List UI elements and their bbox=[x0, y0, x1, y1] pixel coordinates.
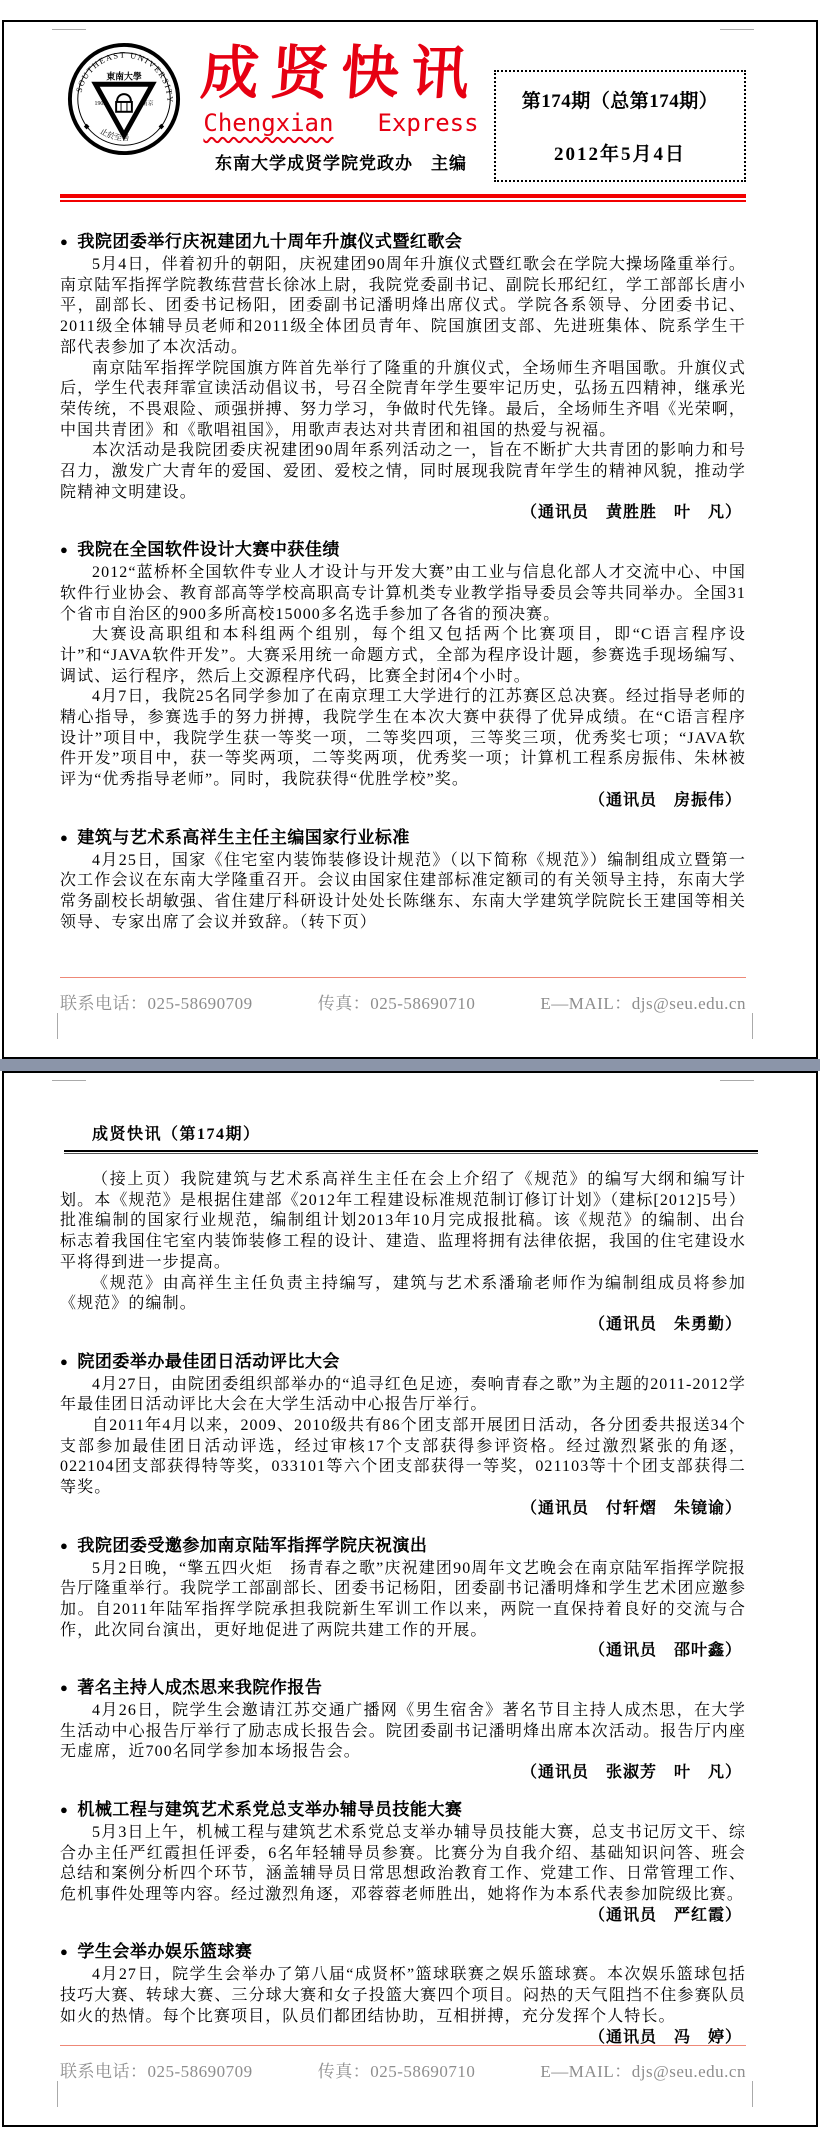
headline-text: 学生会举办娱乐篮球赛 bbox=[77, 1942, 253, 1962]
margin-mark bbox=[752, 2081, 753, 2107]
article-headline bbox=[60, 1347, 746, 1372]
page-separator bbox=[0, 1059, 820, 1071]
issue-box bbox=[494, 70, 746, 182]
english-word-1: Chengxian bbox=[203, 109, 334, 138]
article-headline bbox=[60, 1937, 746, 1962]
article-paragraph: 2012“蓝桥杯全国软件专业人才设计与开发大赛”由工业与信息化部人才交流中心、中国软件行业协会、教育部高等学校高职高专计算机类专业教学指导委员会等共同举办。全国31个省市自治区的900多所高校15000多名选手参加了各省的预决赛。 bbox=[60, 564, 746, 623]
footer-phone: 联系电话：025-58690709 bbox=[60, 2062, 253, 2081]
article bbox=[60, 1795, 746, 1927]
article-headline bbox=[60, 227, 746, 252]
newsletter-title: 成贤快讯 bbox=[198, 41, 484, 106]
article bbox=[60, 227, 746, 524]
headline-text: 机械工程与建筑艺术系党总支举办辅导员技能大赛 bbox=[77, 1799, 463, 1819]
article-paragraph: 4月27日，院学生会举办了第八届“成贤杯”篮球联赛之娱乐篮球赛。本次娱乐篮球包括技巧大赛、转球大赛、三分球大赛和女子投篮大赛四个项目。闷热的天气阻挡不住参赛队员如火的热情。每个比赛项目，队员们都团结协助，互相拼搏，充分发挥个人特长。 bbox=[60, 1966, 746, 2025]
article-paragraph: （接上页）我院建筑与艺术系高祥生主任在会上介绍了《规范》的编写大纲和编写计划。本《规范》是根据住建部《2012年工程建设标准规范制订修订计划》（建标[2012]5号）批准编制的国家行业规范，编制组计划2013年10月完成报批稿。该《规范》的编制、出台标志着我国住宅室内装饰装修工程的设计、建造、监理将拥有法律依据，我国的住宅建设水平将得到进一步提高。 bbox=[60, 1171, 746, 1271]
bullet-icon: ● bbox=[60, 542, 69, 558]
article-paragraph: 南京陆军指挥学院国旗方阵首先举行了隆重的升旗仪式，全场师生齐唱国歌。升旗仪式后，学生代表拜霏宣读活动倡议书，号召全院青年学生要牢记历史，弘扬五四精神，继承光荣传统，不畏艰险、顽强拼搏、努力学习，争做时代先锋。最后，全场师生齐唱《光荣啊，中国共青团》和《歌唱祖国》，用歌声表达对共青团和祖国的热爱与祝福。 bbox=[60, 359, 746, 439]
article-headline bbox=[60, 1673, 746, 1698]
margin-mark bbox=[752, 1013, 753, 1039]
article bbox=[60, 1673, 746, 1784]
masthead-divider bbox=[60, 194, 746, 202]
byline: （通讯员 严红霞） bbox=[588, 1906, 742, 1924]
article-paragraph: 4月7日，我院25名同学参加了在南京理工大学进行的江苏赛区总决赛。经过指导老师的精心指导，参赛选手的努力拼搏，我院学生在本次大赛中获得了优异成绩。在“C语言程序设计”项目中，我院学生获一等奖一项，二等奖四项，三等奖三项，优秀奖七项；“JAVA软件开发”项目中，获一等奖两项，二等奖两项，优秀奖一项；计算机工程系房振伟、朱林被评为“优秀指导老师”。同时，我院获得“优胜学校”奖。 bbox=[60, 688, 746, 789]
article bbox=[60, 535, 746, 811]
byline: （通讯员 付轩熠 朱镜谕） bbox=[520, 1499, 742, 1517]
page-footer bbox=[60, 2045, 746, 2082]
footer-fax: 传真：025-58690710 bbox=[317, 994, 476, 1013]
headline-text: 建筑与艺术系高祥生主任主编国家行业标准 bbox=[77, 827, 410, 847]
page-2 bbox=[2, 1071, 818, 2127]
masthead bbox=[4, 22, 816, 182]
page-footer bbox=[60, 977, 746, 1014]
headline-text: 我院团委受邀参加南京陆军指挥学院庆祝演出 bbox=[77, 1535, 428, 1555]
masthead-center bbox=[188, 40, 494, 174]
page-2-content bbox=[4, 1154, 816, 2048]
margin-mark bbox=[57, 1013, 58, 1039]
seu-logo-icon bbox=[60, 40, 188, 158]
svg-text:止於至善: 止於至善 bbox=[98, 126, 130, 143]
article bbox=[60, 1531, 746, 1663]
running-header: 成贤快讯（第174期） bbox=[92, 1126, 261, 1143]
issue-date: 2012年5月4日 bbox=[553, 144, 686, 165]
article-paragraph: 5月2日晚，“擎五四火炬 扬青春之歌”庆祝建团90周年文艺晚会在南京陆军指挥学院报告厅隆重举行。我院学工部副部长、团委书记杨阳，团委副书记潘明烽和学生艺术团应邀参加。自2011年陆军指挥学院承担我院新生军训工作以来，两院一直保持着良好的交流与合作，此次同台演出，更好地促进了两院共建工作的开展。 bbox=[60, 1559, 746, 1639]
article-headline bbox=[60, 823, 746, 848]
margin-mark bbox=[720, 1080, 754, 1081]
footer-email: E—MAIL：djs@seu.edu.cn bbox=[540, 994, 746, 1013]
margin-mark bbox=[57, 2081, 58, 2107]
headline-text: 著名主持人成杰思来我院作报告 bbox=[77, 1678, 323, 1698]
newsletter-title-english bbox=[188, 109, 494, 137]
article-headline bbox=[60, 535, 746, 560]
footer-contact bbox=[60, 989, 746, 1014]
byline: （通讯员 朱勇勤） bbox=[588, 1315, 742, 1333]
headline-text: 我院在全国软件设计大赛中获佳绩 bbox=[77, 540, 340, 560]
footer-contact bbox=[60, 2057, 746, 2082]
article-paragraph: 大赛设高职组和本科组两个组别，每个组又包括两个比赛项目，即“C语言程序设计”和“JAVA软件开发”。大赛采用统一命题方式，全部为程序设计题，参赛选手现场编写、调试、运行程序，然后上交源程序代码，比赛全封闭4个小时。 bbox=[60, 626, 746, 685]
bullet-icon: ● bbox=[60, 234, 69, 249]
article bbox=[60, 1347, 746, 1520]
page-1 bbox=[2, 20, 818, 1059]
article-paragraph: 4月25日，国家《住宅室内装饰装修设计规范》（以下简称《规范》）编制组成立暨第一次工作会议在东南大学隆重召开。会议由国家住建部标准定额司的有关领导主持，东南大学常务副校长胡敏强、省住建厅科研设计处处长陈继东、东南大学建筑学院院长王建国等相关领导、专家出席了会议并致辞。（转下页） bbox=[60, 851, 746, 931]
footer-email: E—MAIL：djs@seu.edu.cn bbox=[540, 2062, 746, 2081]
page-1-content bbox=[4, 202, 816, 933]
editor-line: 东南大学成贤学院党政办 主编 bbox=[215, 154, 467, 174]
footer-divider bbox=[60, 2045, 746, 2046]
article-headline bbox=[60, 1531, 746, 1556]
article-paragraph: 4月27日，由院团委组织部举办的“追寻红色足迹，奏响青春之歌”为主题的2011-2012学年最佳团日活动评比大会在大学生活动中心报告厅举行。 bbox=[60, 1375, 746, 1414]
margin-mark bbox=[52, 1080, 86, 1081]
article-paragraph: 自2011年4月以来，2009、2010级共有86个团支部开展团日活动，各分团委共报送34个支部参加最佳团日活动评选，经过审核17个支部获得参评资格。经过激烈紧张的角逐，022104团支部获得特等奖，033101等六个团支部获得一等奖，021103等十个团支部获得二等奖。 bbox=[60, 1417, 746, 1497]
byline: （通讯员 黄胜胜 叶 凡） bbox=[520, 504, 742, 522]
byline: （通讯员 张淑芳 叶 凡） bbox=[520, 1764, 742, 1782]
article bbox=[60, 1170, 746, 1336]
bullet-icon: ● bbox=[60, 1537, 69, 1553]
english-word-2: Express bbox=[377, 109, 479, 138]
article bbox=[60, 1937, 746, 2048]
byline: （通讯员 房振伟） bbox=[588, 791, 742, 809]
margin-mark bbox=[720, 29, 754, 30]
bullet-icon: ● bbox=[60, 1944, 69, 1960]
issue-number: 第174期（总第174期） bbox=[521, 91, 719, 112]
footer-fax: 传真：025-58690710 bbox=[317, 2062, 476, 2081]
bullet-icon: ● bbox=[60, 1680, 69, 1696]
article-paragraph: 本次活动是我院团委庆祝建团90周年系列活动之一，旨在不断扩大共青团的影响力和号召力，激发广大青年的爱国、爱团、爱校之情，同时展现我院青年学生的精神风貌，推动学院精神文明建设。 bbox=[60, 442, 746, 501]
article bbox=[60, 823, 746, 934]
footer-divider bbox=[60, 977, 746, 978]
article-paragraph: 5月3日上午，机械工程与建筑艺术系党总支举办辅导员技能大赛，总支书记厉文干、综合办主任严红霞担任评委，6名年轻辅导员参赛。比赛分为自我介绍、基础知识问答、班会总结和案例分析四个环节，涵盖辅导员日常思想政治教育工作、党建工作、日常管理工作、危机事件处理等内容。经过激烈角逐，邓蓉蓉老师胜出，她将作为本系代表参加院级比赛。 bbox=[60, 1823, 746, 1903]
bullet-icon: ● bbox=[60, 1353, 69, 1369]
byline: （通讯员 冯 婷） bbox=[588, 2028, 742, 2046]
svg-text:1902: 1902 bbox=[94, 100, 107, 107]
headline-text: 我院团委举行庆祝建团九十周年升旗仪式暨红歌会 bbox=[77, 232, 463, 251]
article-paragraph: 5月4日，伴着初升的朝阳，庆祝建团90周年升旗仪式暨红歌会在学院大操场隆重举行。南京陆军指挥学院教练营营长徐冰上尉，我院党委副书记、副院长邢纪红，学工部部长唐小平，副部长、团委书记杨阳，团委副书记潘明烽出席仪式。学院各系领导、分团委书记、2011级全体辅导员老师和2011级全体团员青年、院国旗团支部、先进班集体、院系学生干部代表参加了本次活动。 bbox=[60, 256, 746, 356]
footer-phone: 联系电话：025-58690709 bbox=[60, 994, 253, 1013]
svg-text:南京: 南京 bbox=[141, 100, 154, 107]
article-headline bbox=[60, 1795, 746, 1820]
article-paragraph: 《规范》由高祥生主任负责主持编写，建筑与艺术系潘瑜老师作为编制组成员将参加《规范》的编制。 bbox=[60, 1274, 746, 1313]
svg-text:東南大學: 東南大學 bbox=[106, 71, 142, 82]
svg-text:SOUTHEAST UNIVERSITY: SOUTHEAST UNIVERSITY bbox=[74, 50, 175, 104]
bullet-icon: ● bbox=[60, 1801, 69, 1817]
headline-text: 院团委举办最佳团日活动评比大会 bbox=[77, 1351, 340, 1371]
bullet-icon: ● bbox=[60, 829, 69, 845]
article-paragraph: 4月26日，院学生会邀请江苏交通广播网《男生宿舍》著名节目主持人成杰思，在大学生活动中心报告厅举行了励志成长报告会。院团委副书记潘明烽出席本次活动。报告厅内座无虚席，近700名同学参加本场报告会。 bbox=[60, 1702, 746, 1761]
byline: （通讯员 邵叶鑫） bbox=[588, 1642, 742, 1660]
margin-mark bbox=[52, 29, 86, 30]
page-margin-gap bbox=[0, 0, 820, 20]
